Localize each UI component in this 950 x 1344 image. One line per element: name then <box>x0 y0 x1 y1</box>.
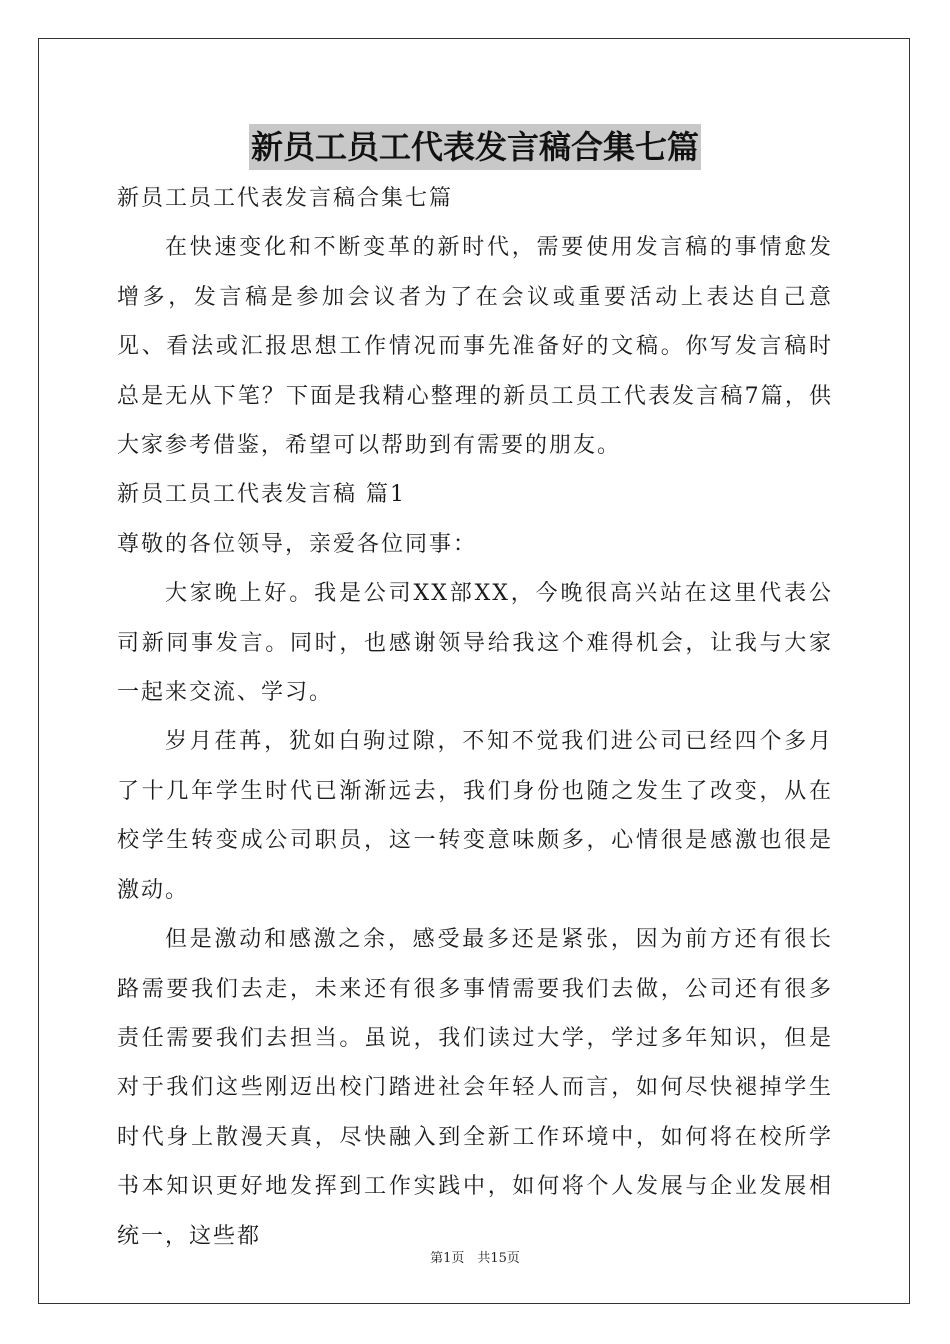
intro-paragraph: 在快速变化和不断变革的新时代，需要使用发言稿的事情愈发增多，发言稿是参加会议者为了在会议或重要活动上表达自己意见、看法或汇报思想工作情况而事先准备好的文稿。你写发言稿时总是无从下笔？下面是我精心整理的新员工员工代表发言稿7篇，供大家参考借鉴，希望可以帮助到有需要的朋友。 <box>117 235 833 459</box>
salutation: 尊敬的各位领导，亲爱各位同事： <box>117 531 478 557</box>
section-heading: 新员工员工代表发言稿 篇1 <box>117 482 406 508</box>
body-paragraph: 大家晚上好。我是公司XX部XX，今晚很高兴站在这里代表公司新同事发言。同时，也感谢领导给我这个难得机会，让我与大家一起来交流、学习。 <box>117 581 833 706</box>
document-title: 新员工员工代表发言稿合集七篇 <box>249 124 701 170</box>
body-paragraph: 但是激动和感激之余，感受最多还是紧张，因为前方还有很长路需要我们去走，未来还有很多事情需要我们去做，公司还有很多责任需要我们去担当。虽说，我们读过大学，学过多年知识，但是对于我们这些刚迈出校门踏进社会年轻人而言，如何尽快褪掉学生时代身上散漫天真，尽快融入到全新工作环境中，如何将在校所学书本知识更好地发挥到工作实践中，如何将个人发展与企业发展相统一，这些都 <box>117 927 833 1249</box>
document-subtitle: 新员工员工代表发言稿合集七篇 <box>117 186 454 211</box>
page-number: 第1页 共15页 <box>430 1251 520 1266</box>
document-body <box>117 174 833 1261</box>
title-container <box>0 124 950 170</box>
body-paragraph: 岁月荏苒，犹如白驹过隙，不知不觉我们进公司已经四个多月了十几年学生时代已渐渐远去，我们身份也随之发生了改变，从在校学生转变成公司职员，这一转变意味颇多，心情很是感激也很是激动。 <box>117 729 833 903</box>
